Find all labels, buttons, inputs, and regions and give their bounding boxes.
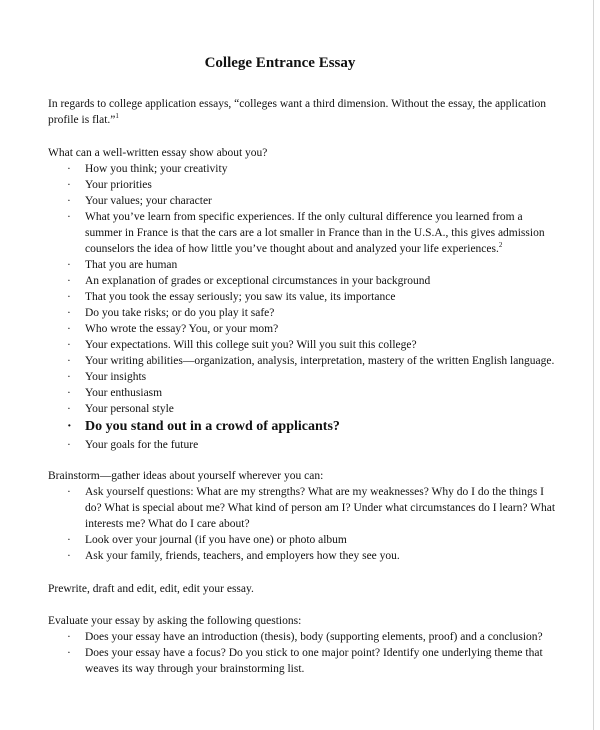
bullet-icon: · [67, 486, 71, 498]
bullet-icon: · [67, 259, 71, 271]
bullet-icon: · [67, 371, 71, 383]
list-item: · Your enthusiasm [67, 387, 163, 399]
bullet-icon: · [67, 195, 71, 207]
bullet-icon: · [67, 275, 71, 287]
section-heading: Brainstorm—gather ideas about yourself wherever you can: [48, 470, 324, 482]
footnote-marker: 1 [115, 112, 119, 120]
bullet-icon: · [67, 387, 71, 399]
bullet-icon: · [67, 647, 71, 659]
list-item: · An explanation of grades or exceptional circumstances in your background [67, 275, 431, 287]
section-heading: What can a well-written essay show about you? [48, 147, 268, 159]
bullet-icon: · [67, 403, 71, 415]
prewrite-paragraph [48, 581, 560, 597]
bullet-icon: · [67, 439, 71, 451]
list-item: · Your values; your character [67, 195, 212, 207]
list-item: · How you think; your creativity [67, 163, 228, 175]
list-item: · Your personal style [67, 403, 174, 415]
list-item: · Your goals for the future [67, 439, 199, 451]
list-item: · Ask your family, friends, teachers, and employers how they see you. [67, 550, 400, 562]
intro-text: In regards to college application essays, “colleges want a third dimension. Without the essay, the application profile is flat.” [48, 98, 547, 126]
document-title: College Entrance Essay [204, 55, 356, 71]
bullet-icon: · [67, 211, 71, 223]
list-item: · Your priorities [67, 179, 152, 191]
bullet-icon: · [67, 291, 71, 303]
bullet-icon: · [67, 179, 71, 191]
footnote-marker: 2 [498, 241, 503, 249]
list-item: · Look over your journal (if you have one) or photo album [67, 534, 347, 546]
qualities-list [48, 161, 560, 453]
bullet-icon: · [67, 419, 72, 434]
list-item: · Your expectations. Will this college suit you? Will you suit this college? [67, 339, 417, 351]
list-item: · Ask yourself questions: What are my strengths? What are my weaknesses? Why do I do the things I do? What is special about me? What kind of person am I? Under what circumstances do I learn? What interests me? What do I care about? [67, 486, 556, 530]
intro-paragraph [48, 96, 560, 128]
list-item: · Do you take risks; or do you play it safe? [67, 307, 275, 319]
page-edge-divider [593, 0, 594, 730]
essay-qualities-section [48, 145, 560, 453]
list-item: · That you are human [67, 259, 178, 271]
bullet-icon: · [67, 323, 71, 335]
list-item-emphasis: · Do you stand out in a crowd of applicants? [48, 417, 560, 437]
list-item: · Your writing abilities—organization, analysis, interpretation, mastery of the written English language. [67, 355, 555, 367]
section-heading: Evaluate your essay by asking the following questions: [48, 615, 302, 627]
list-item: · Does your essay have a focus? Do you stick to one major point? Identify one underlying theme that weaves its way through your brainstorming list. [67, 647, 543, 675]
list-item: · Does your essay have an introduction (thesis), body (supporting elements, proof) and a conclusion? [67, 631, 543, 643]
bullet-icon: · [67, 163, 71, 175]
bullet-icon: · [67, 307, 71, 319]
list-item: · Who wrote the essay? You, or your mom? [67, 323, 279, 335]
list-item: · What you’ve learn from specific experiences. If the only cultural difference you learned from a summer in France is that the cars are a lot smaller in France than in the U.S.A., this gives admission counselors the idea of how little you’ve thought about and analyzed your life experiences.$^2$ [67, 211, 545, 255]
bullet-icon: · [67, 631, 71, 643]
brainstorm-list [48, 484, 560, 564]
list-item: · Your insights [67, 371, 147, 383]
bullet-icon: · [67, 534, 71, 546]
brainstorm-section [48, 468, 560, 564]
bullet-icon: · [67, 355, 71, 367]
prewrite-text: Prewrite, draft and edit, edit, edit your essay. [48, 583, 254, 595]
evaluate-section [48, 613, 560, 677]
bullet-icon: · [67, 339, 71, 351]
bullet-icon: · [67, 550, 71, 562]
list-item: · That you took the essay seriously; you saw its value, its importance [67, 291, 396, 303]
evaluate-list [48, 629, 560, 677]
